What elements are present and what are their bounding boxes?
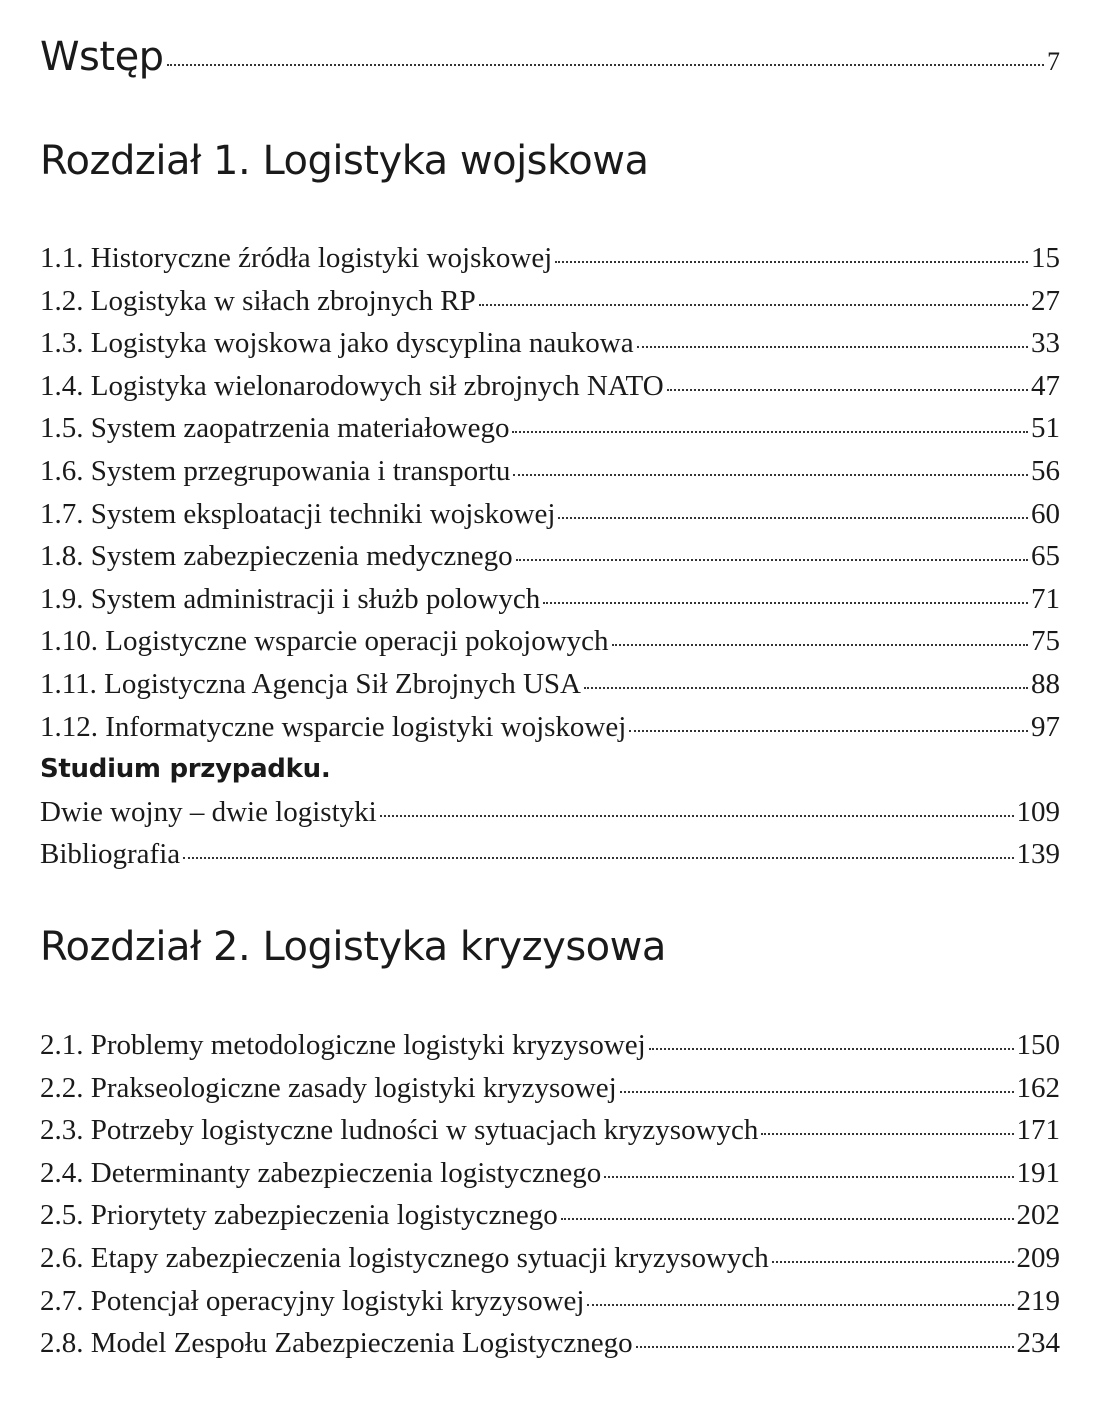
toc-entry-label: 2.3. Potrzeby logistyczne ludności w sytuacjach kryzysowych xyxy=(40,1114,759,1147)
toc-entry[interactable] xyxy=(40,1194,1060,1237)
toc-entry-label: 2.5. Priorytety zabezpieczenia logistycznego xyxy=(40,1199,558,1232)
toc-page-number: 97 xyxy=(1031,710,1060,743)
toc-entry-label: 2.2. Prakseologiczne zasady logistyki kryzysowej xyxy=(40,1071,617,1104)
toc-entry-label: 1.5. System zaopatrzenia materiałowego xyxy=(40,412,510,445)
toc-entry-label: 1.12. Informatyczne wsparcie logistyki wojskowej xyxy=(40,710,627,743)
toc-page-number: 65 xyxy=(1031,540,1060,573)
toc-entry[interactable] xyxy=(40,450,1060,493)
toc-entry-label: 2.4. Determinanty zabezpieczenia logistycznego xyxy=(40,1156,602,1189)
dot-leader xyxy=(584,685,1028,689)
toc-page-number: 60 xyxy=(1031,497,1060,530)
toc-page-number: 171 xyxy=(1016,1114,1060,1147)
toc-entry[interactable] xyxy=(40,280,1060,323)
toc-page-number: 109 xyxy=(1016,795,1060,828)
dot-leader xyxy=(543,600,1028,604)
toc-entry[interactable] xyxy=(40,237,1060,280)
dot-leader xyxy=(183,855,1013,859)
chapter-1-entries xyxy=(40,237,1060,876)
case-study-heading: Studium przypadku. xyxy=(40,754,331,785)
toc-page-number: 191 xyxy=(1016,1156,1060,1189)
toc-entry[interactable] xyxy=(40,1067,1060,1110)
dot-leader xyxy=(555,259,1028,263)
toc-entry-label: 2.7. Potencjał operacyjny logistyki kryzysowej xyxy=(40,1284,585,1317)
toc-page-number: 162 xyxy=(1016,1071,1060,1104)
toc-page-number: 51 xyxy=(1031,412,1060,445)
toc-entry-label: 2.8. Model Zespołu Zabezpieczenia Logistycznego xyxy=(40,1327,633,1360)
toc-entry[interactable] xyxy=(40,578,1060,621)
toc-page-number: 139 xyxy=(1016,838,1060,871)
dot-leader xyxy=(649,1046,1014,1050)
dot-leader xyxy=(604,1174,1013,1178)
toc-page-number: 209 xyxy=(1016,1241,1060,1274)
toc-entry[interactable] xyxy=(40,407,1060,450)
toc-entry-label: Dwie wojny – dwie logistyki xyxy=(40,795,377,828)
toc-entry[interactable] xyxy=(40,1109,1060,1152)
toc-page-number: 56 xyxy=(1031,454,1060,487)
toc-entry[interactable] xyxy=(40,706,1060,749)
toc-page-number: 15 xyxy=(1031,242,1060,274)
toc-entry-label: Bibliografia xyxy=(40,838,181,871)
toc-entry-case-study[interactable] xyxy=(40,791,1060,834)
toc-entry-label: 1.7. System eksploatacji techniki wojskowej xyxy=(40,497,556,530)
toc-page-number: 7 xyxy=(1047,47,1060,76)
toc-entry[interactable] xyxy=(40,322,1060,365)
toc-entry[interactable] xyxy=(40,1024,1060,1067)
toc-entry[interactable] xyxy=(40,1152,1060,1195)
dot-leader xyxy=(612,642,1028,646)
dot-leader xyxy=(513,472,1028,476)
dot-leader xyxy=(637,344,1028,348)
dot-leader xyxy=(629,728,1028,732)
chapter-1-title: Rozdział 1. Logistyka wojskowa xyxy=(40,138,649,184)
toc-entry-label: 2.1. Problemy metodologiczne logistyki kryzysowej xyxy=(40,1029,646,1061)
toc-entry[interactable] xyxy=(40,535,1060,578)
dot-leader xyxy=(380,813,1014,817)
toc-page-number: 219 xyxy=(1016,1284,1060,1317)
toc-page-number: 88 xyxy=(1031,667,1060,700)
toc-page-number: 33 xyxy=(1031,327,1060,360)
toc-entry[interactable] xyxy=(40,1322,1060,1365)
toc-page-number: 75 xyxy=(1031,625,1060,658)
toc-entry[interactable] xyxy=(40,620,1060,663)
dot-leader xyxy=(636,1344,1014,1348)
dot-leader xyxy=(620,1089,1014,1093)
toc-entry[interactable] xyxy=(40,1280,1060,1323)
chapter-2-title: Rozdział 2. Logistyka kryzysowa xyxy=(40,924,666,970)
toc-entry-label: 1.9. System administracji i służb polowych xyxy=(40,582,541,615)
chapter-2-entries xyxy=(40,1024,1060,1365)
toc-entry-label: 1.4. Logistyka wielonarodowych sił zbrojnych NATO xyxy=(40,369,664,402)
toc-entry-label: 1.1. Historyczne źródła logistyki wojskowej xyxy=(40,242,553,274)
toc-entry-label: Wstęp xyxy=(40,34,164,80)
toc-page-number: 202 xyxy=(1016,1199,1060,1232)
toc-entry-bibliography[interactable] xyxy=(40,833,1060,876)
toc-entry-intro[interactable] xyxy=(40,34,1060,80)
toc-entry[interactable] xyxy=(40,365,1060,408)
toc-entry-label: 1.8. System zabezpieczenia medycznego xyxy=(40,540,513,573)
toc-entry-label: 1.6. System przegrupowania i transportu xyxy=(40,454,511,487)
toc-entry[interactable] xyxy=(40,1237,1060,1280)
toc-page-number: 234 xyxy=(1016,1327,1060,1360)
dot-leader xyxy=(167,62,1044,66)
dot-leader xyxy=(587,1302,1013,1306)
dot-leader xyxy=(561,1216,1014,1220)
dot-leader xyxy=(558,515,1028,519)
dot-leader xyxy=(516,557,1028,561)
toc-page-number: 71 xyxy=(1031,582,1060,615)
dot-leader xyxy=(761,1131,1013,1135)
toc-entry-label: 1.11. Logistyczna Agencja Sił Zbrojnych USA xyxy=(40,667,581,700)
toc-entry-label: 1.3. Logistyka wojskowa jako dyscyplina naukowa xyxy=(40,327,634,360)
toc-entry-label: 2.6. Etapy zabezpieczenia logistycznego sytuacji kryzysowych xyxy=(40,1241,769,1274)
toc-entry[interactable] xyxy=(40,493,1060,536)
toc-page-number: 150 xyxy=(1016,1029,1060,1061)
dot-leader xyxy=(512,429,1028,433)
toc-page-number: 47 xyxy=(1031,369,1060,402)
toc-entry[interactable] xyxy=(40,663,1060,706)
dot-leader xyxy=(772,1259,1014,1263)
toc-page-number: 27 xyxy=(1031,284,1060,317)
toc-entry-label: 1.2. Logistyka w siłach zbrojnych RP xyxy=(40,284,476,317)
dot-leader xyxy=(479,302,1028,306)
dot-leader xyxy=(667,387,1028,391)
toc-entry-label: 1.10. Logistyczne wsparcie operacji pokojowych xyxy=(40,625,609,658)
